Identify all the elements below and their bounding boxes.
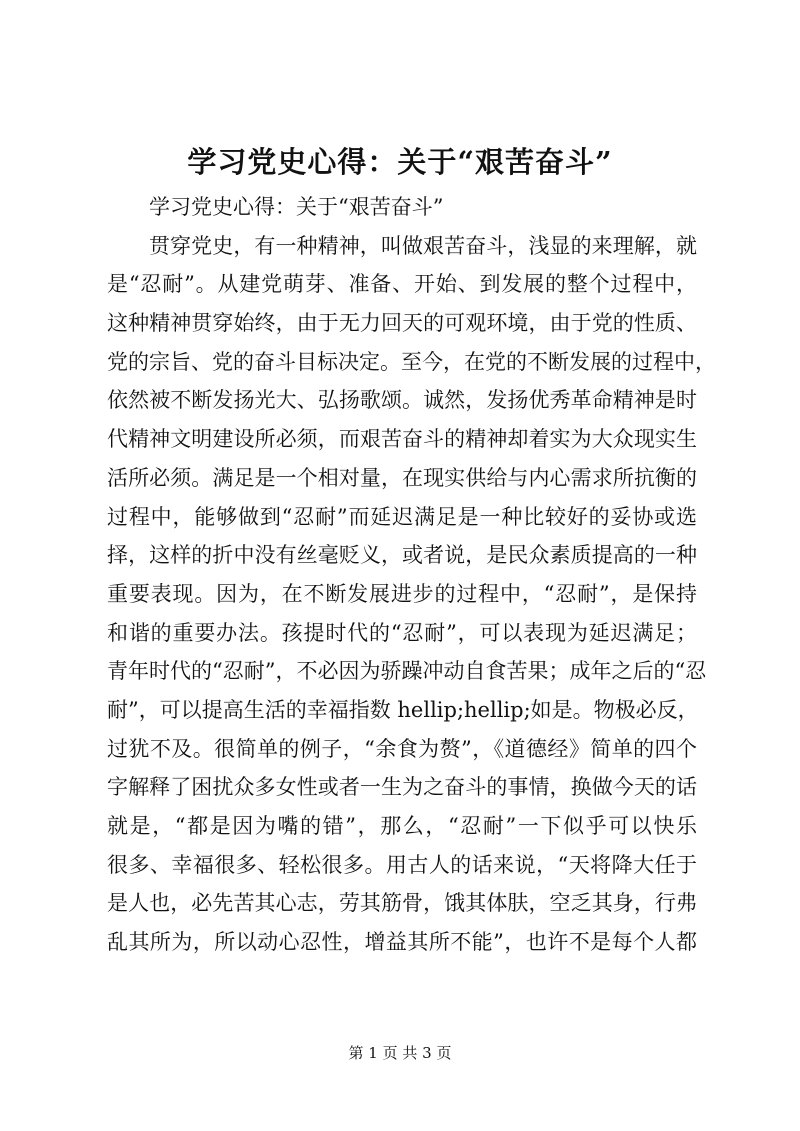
page-footer: 第 1 页 共 3 页 xyxy=(348,1044,452,1062)
paragraph-line: 贯穿党史，有一种精神，叫做艰苦奋斗，浅显的来理解，就 xyxy=(149,233,697,258)
document-body xyxy=(107,188,716,962)
paragraph-line: 是“忍耐”。从建党萌芽、准备、开始、到发展的整个过程中， xyxy=(107,272,697,297)
paragraph-line: 字解释了困扰众多女性或者一生为之奋斗的事情，换做今天的话 xyxy=(107,775,697,800)
paragraph-line: 就是，“都是因为嘴的错”，那么，“忍耐”一下似乎可以快乐 xyxy=(107,814,697,838)
paragraph-line: 青年时代的“忍耐”，不必因为骄躁冲动自食苦果；成年之后的“忍 xyxy=(107,659,707,684)
paragraph-line: 重要表现。因为，在不断发展进步的过程中，“忍耐”，是保持 xyxy=(107,581,697,606)
subtitle-line: 学习党史心得：关于“艰苦奋斗” xyxy=(149,195,444,219)
paragraph-line: 这种精神贯穿始终，由于无力回天的可观环境，由于党的性质、 xyxy=(107,311,697,336)
paragraph-line: 代精神文明建设所必须，而艰苦奋斗的精神却着实为大众现实生 xyxy=(107,427,697,452)
paragraph-line: 很多、幸福很多、轻松很多。用古人的话来说，“天将降大任于 xyxy=(107,852,697,877)
paragraph-line: 耐”，可以提高生活的幸福指数 hellip;hellip;如是。物极必反， xyxy=(107,697,699,722)
document-title: 学习党史心得：关于“艰苦奋斗” xyxy=(187,145,613,179)
paragraph-line: 过程中，能够做到“忍耐”而延迟满足是一种比较好的妥协或选 xyxy=(107,504,697,529)
paragraph-line: 活所必须。满足是一个相对量，在现实供给与内心需求所抗衡的 xyxy=(107,465,697,490)
paragraph-line: 和谐的重要办法。孩提时代的“忍耐”，可以表现为延迟满足； xyxy=(107,620,697,645)
paragraph-line: 是人也，必先苦其心志，劳其筋骨，饿其体肤，空乏其身，行弗 xyxy=(107,891,697,916)
paragraph-line: 过犹不及。很简单的例子，“余食为赘”，《道德经》简单的四个 xyxy=(107,736,697,761)
paragraph-line: 党的宗旨、党的奋斗目标决定。至今，在党的不断发展的过程中， xyxy=(107,349,716,374)
paragraph-line: 乱其所为，所以动心忍性，增益其所不能”，也许不是每个人都 xyxy=(107,930,697,955)
paragraph-line: 依然被不断发扬光大、弘扬歌颂。诚然，发扬优秀革命精神是时 xyxy=(107,388,697,413)
paragraph-line: 择，这样的折中没有丝毫贬义，或者说，是民众素质提高的一种 xyxy=(107,543,697,568)
